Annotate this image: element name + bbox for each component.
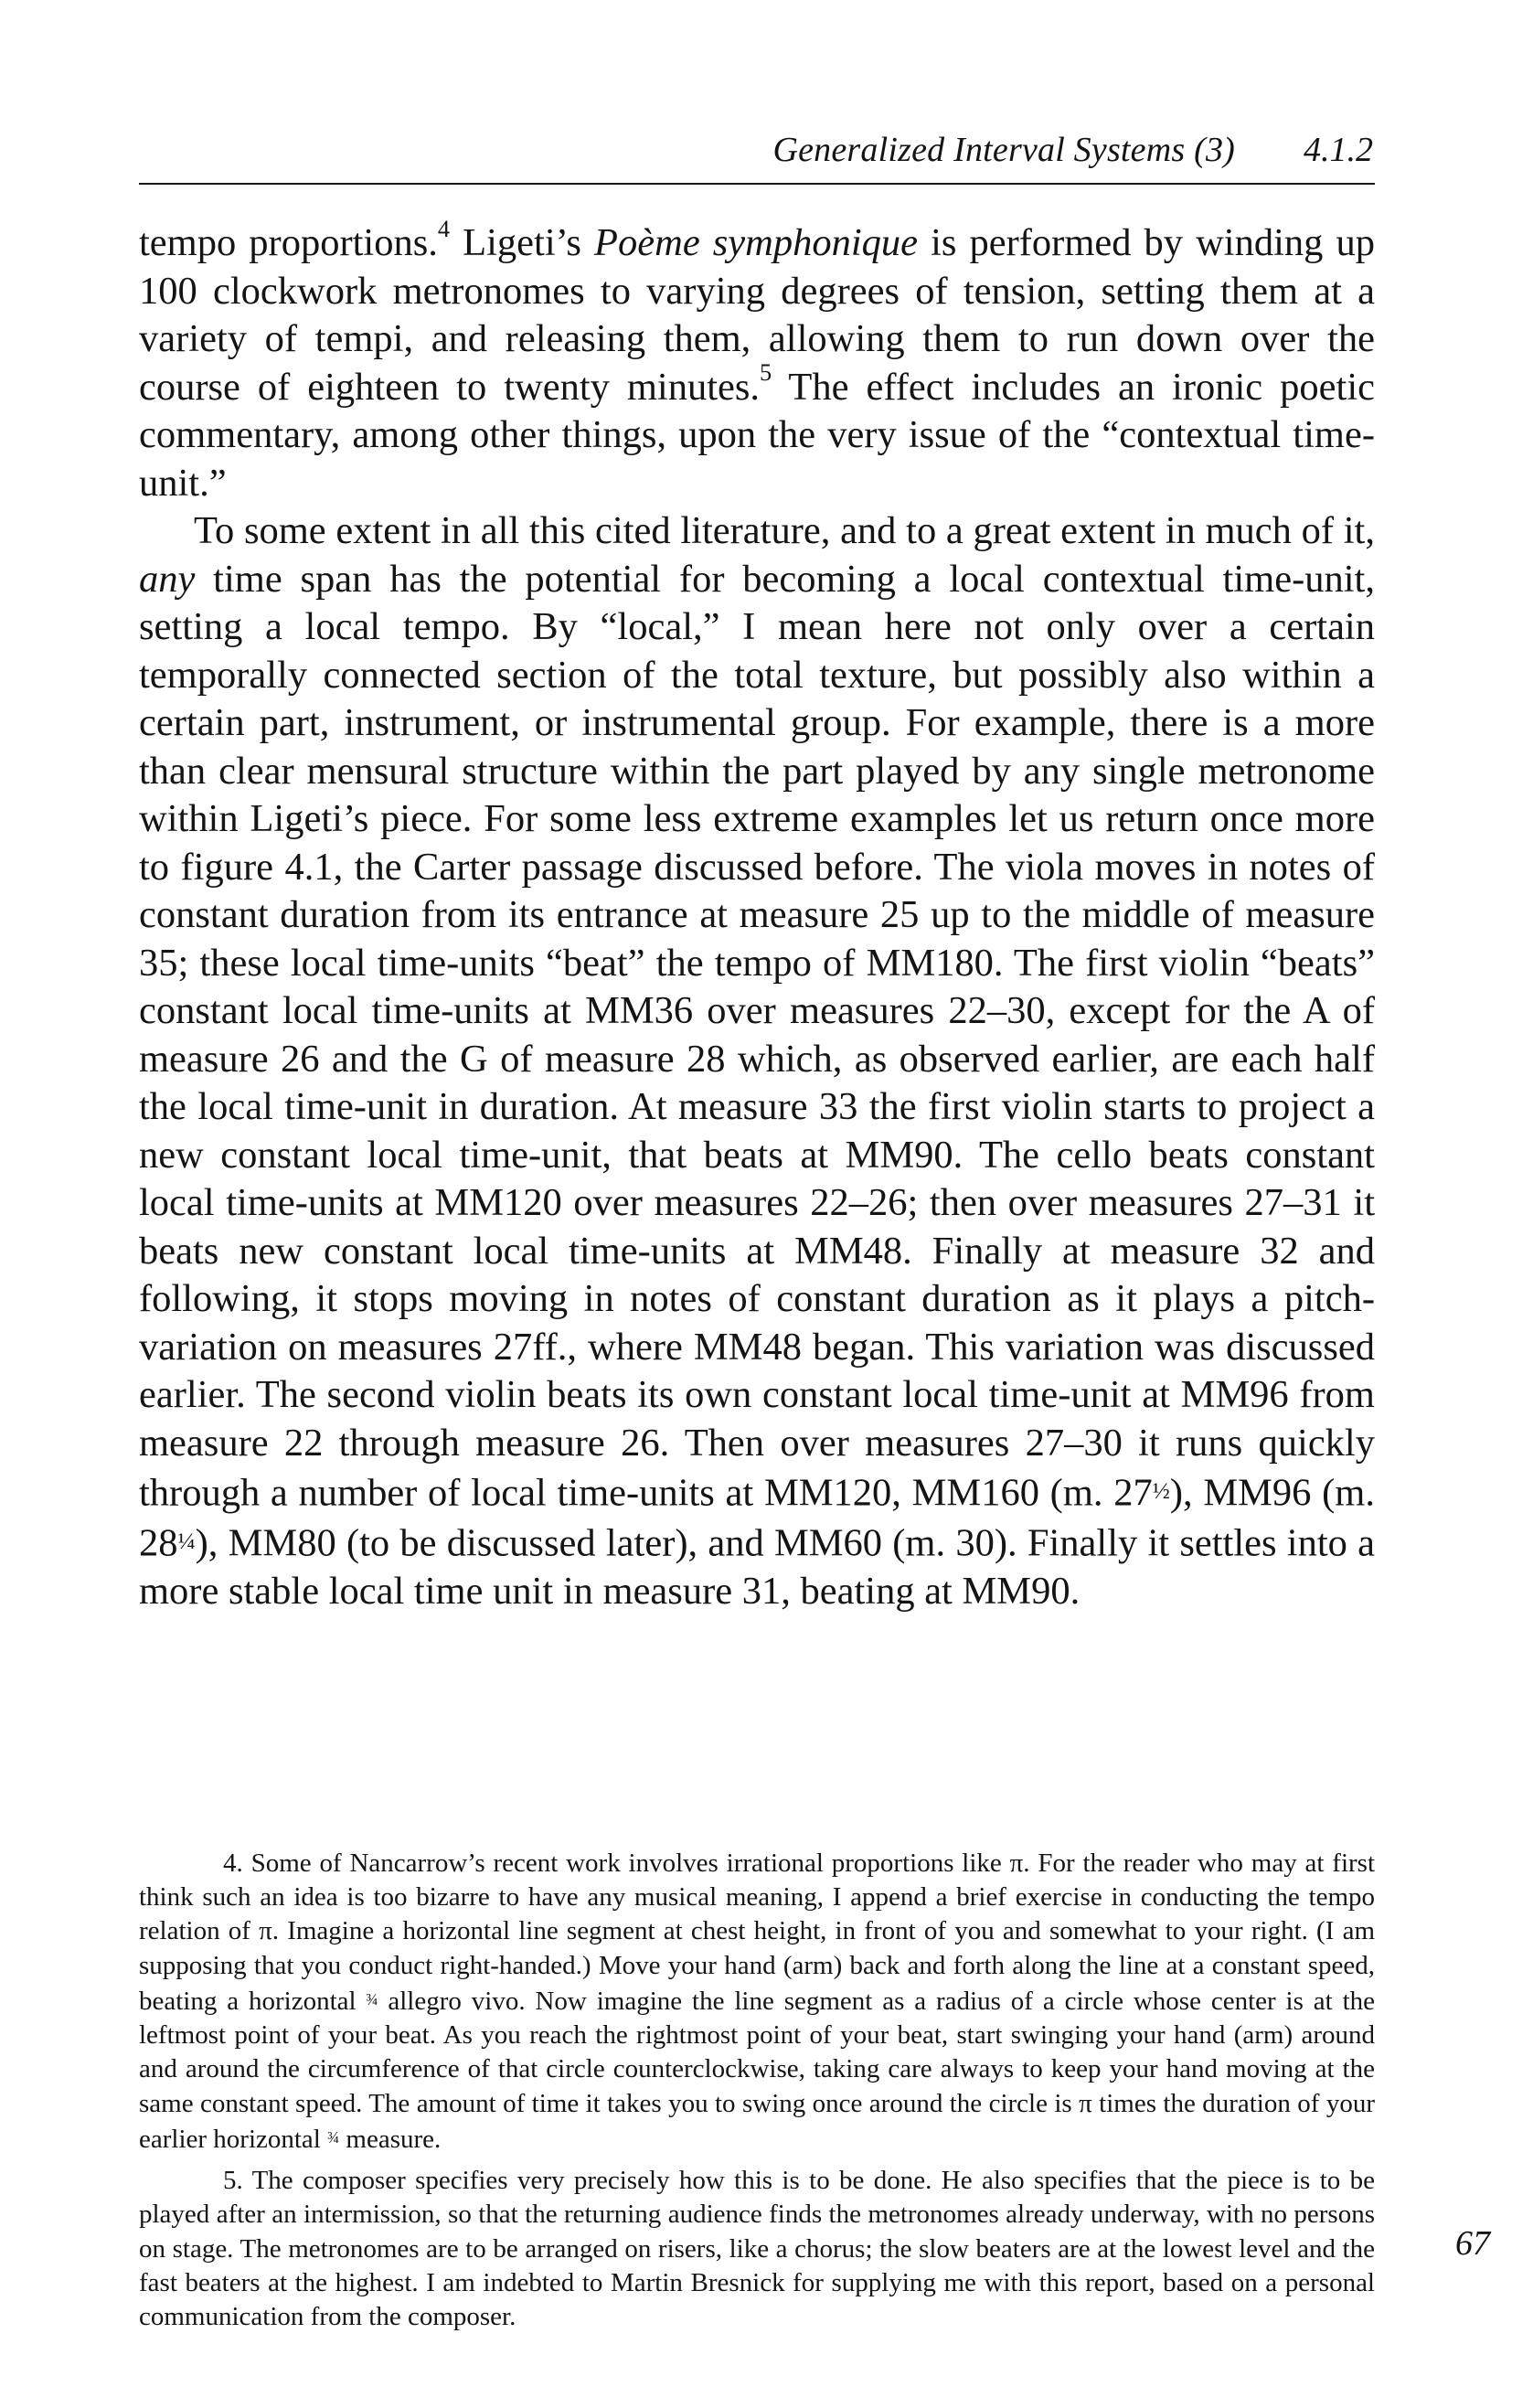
paragraph-2: [139, 507, 1375, 1616]
footnote-4: [139, 1847, 1375, 2157]
running-head-title: Generalized Interval Systems (3): [772, 131, 1235, 169]
p2-text-a: To some extent in all this cited literature, and to a great extent in much of it,: [194, 509, 1375, 552]
footnote-4-text-c: measure.: [339, 2125, 442, 2155]
book-page: [139, 0, 1490, 2408]
work-title: Poème symphonique: [594, 221, 919, 264]
footnote-4-text-b: allegro vivo. Now imagine the line segment as a radius of a circle whose center is at the leftmost point of your beat. As you reach the rightmost point of your beat, start swinging your hand (arm) around and around the circumference of that circle counterclockwise, taking care always to keep your hand moving at the same constant speed. The amount of time it takes you to swing once around the circle is π times the duration of your earlier horizontal: [139, 1987, 1375, 2155]
footnote-4-text-a: 4. Some of Nancarrow’s recent work involves irrational proportions like π. For the reader who may at first think such an idea is too bizarre to have any musical meaning, I append a brief exercise in conducting the tempo relation of π. Imagine a horizontal line segment at chest height, in front of you and somewhat to your right. (I am supposing that you conduct right-handed.) Move your hand (arm) back and forth along the line at a constant speed, beating a horizontal: [139, 1849, 1375, 2017]
p1-text-c: is performed by winding up 100 clockwork metronomes to varying degrees of tension, setting them at a variety of tempi, and releasing them, allowing them to run down over the course of eighteen to twenty minutes.: [139, 221, 1375, 409]
fraction-three-quarters-2: ¾: [327, 2127, 340, 2147]
p2-text-b: time span has the potential for becoming a local contextual time-unit, setting a local tempo. By “local,” I mean here not only over a certain temporally connected section of the total texture, but possibly also within a certain part, instrument, or instrumental group. For example, there is a more than clear mensural structure within the part played by any single metronome within Ligeti’s piece. For some less extreme examples let us return once more to figure 4.1, the Carter passage discussed before. The viola moves in notes of constant duration from its entrance at measure 25 up to the middle of measure 35; these local time-units “beat” the tempo of MM180. The first violin “beats” constant local time-units at MM36 over measures 22–30, except for the A of measure 26 and the G of measure 28 which, as observed earlier, are each half the local time-unit in duration. At measure 33 the first violin starts to project a new constant local time-unit, that beats at MM90. The cello beats constant local time-units at MM120 over measures 22–26; then over measures 27–31 it beats new constant local time-units at MM48. Finally at measure 32 and following, it stops moving in notes of constant duration as it plays a pitch-variation on measures 27ff., where MM48 began. This variation was discussed earlier. The second violin beats its own constant local time-unit at MM96 from measure 22 through measure 26. Then over measures 27–30 it runs quickly through a number of local time-units at MM120, MM160 (m. 27: [139, 557, 1375, 1515]
running-head-section-number: 4.1.2: [1304, 131, 1373, 169]
main-text: [139, 215, 1375, 1616]
running-head: [139, 126, 1375, 185]
fraction-three-quarters: ¾: [366, 1989, 378, 2008]
p2-text-c: ), MM96 (m. 28: [139, 1471, 1375, 1565]
page-number: 67: [1455, 2224, 1490, 2263]
p2-text-d: ), MM80 (to be discussed later), and MM60 (m. 30). Finally it settles into a more stable local time unit in measure 31, beating at MM90.: [139, 1521, 1375, 1614]
p1-text-d: The effect includes an ironic poetic commentary, among other things, upon the very issue of the “contextual time-unit.”: [139, 365, 1375, 505]
p1-text-b: Ligeti’s: [450, 221, 595, 264]
p1-text-a: tempo proportions.: [139, 221, 438, 264]
fraction-half: ½: [1152, 1477, 1170, 1504]
footnotes: [139, 1847, 1375, 2341]
footnote-5: 5. The composer specifies very precisely how this is to be done. He also specifies that the piece is to be played after an intermission, so that the returning audience finds the metronomes already underway, with no persons on stage. The metronomes are to be arranged on risers, like a chorus; the slow beaters are at the lowest level and the fast beaters at the highest. I am indebted to Martin Bresnick for supplying me with this report, based on a personal communication from the composer.: [139, 2166, 1375, 2332]
footnote-ref-4[interactable]: 4: [437, 215, 451, 242]
emphasis-any: any: [139, 557, 196, 601]
fraction-quarter: ¼: [177, 1528, 196, 1555]
footnote-ref-5[interactable]: 5: [760, 359, 772, 387]
paragraph-1: [139, 215, 1375, 507]
